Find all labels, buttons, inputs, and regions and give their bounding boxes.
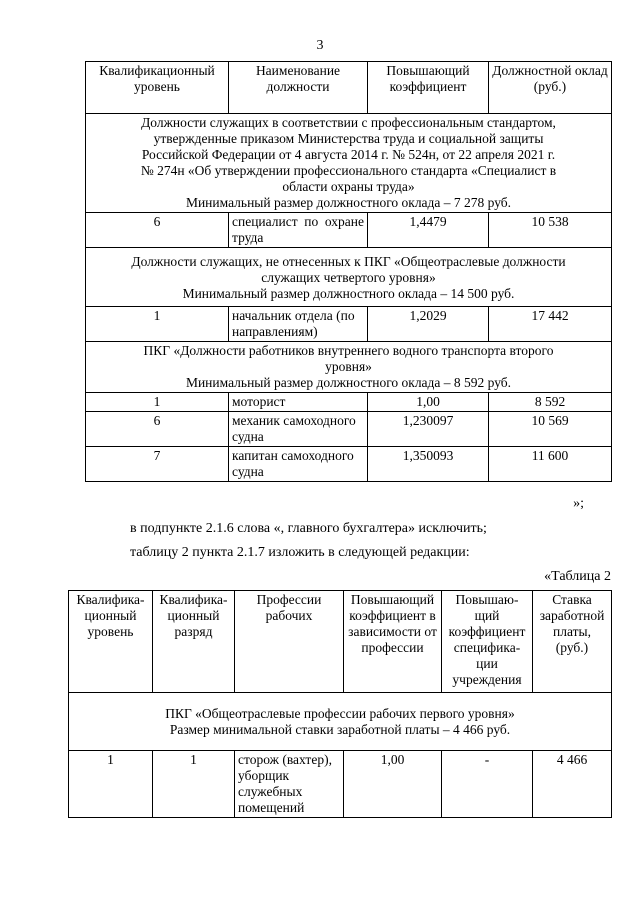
group-min-salary: Минимальный размер должностного оклада – 14 500 руб.	[182, 286, 515, 301]
header-institution-coefficient: Повышаю-щий коэффициент специфика-ции учреждения	[442, 591, 533, 693]
cell-salary: 17 442	[489, 307, 612, 342]
group-title-row	[86, 114, 612, 213]
amendment-paragraph: в подпункте 2.1.6 слова «, главного бухгалтера» исключить;	[130, 521, 487, 536]
cell-coefficient: 1,230097	[368, 412, 489, 447]
group-title-line: утвержденные приказом Министерства труда и социальной защиты	[153, 131, 544, 146]
cell-coefficient: 1,00	[368, 393, 489, 412]
group-title-line: области охраны труда»	[282, 179, 415, 194]
header-position-name: Наименование должности	[229, 62, 368, 114]
table-row	[69, 751, 612, 818]
group-title-line: служащих четвертого уровня»	[261, 270, 436, 285]
workers-wage-table	[68, 590, 612, 818]
table-row	[86, 447, 612, 482]
table-row	[86, 412, 612, 447]
cell-position: специалист по охране труда	[229, 213, 368, 248]
table-row	[86, 307, 612, 342]
cell-level: 1	[86, 307, 229, 342]
group-title-line: ПКГ «Должности работников внутреннего водного транспорта второго	[143, 343, 554, 358]
group-title-line: ПКГ «Общеотраслевые профессии рабочих первого уровня»	[165, 705, 515, 721]
table-row	[86, 393, 612, 412]
cell-coefficient: 1,4479	[368, 213, 489, 248]
header-qualification-level: Квалификационный уровень	[86, 62, 229, 114]
cell-institution-coefficient: -	[442, 751, 533, 818]
header-profession-coefficient: Повышающий коэффициент в зависимости от профессии	[344, 591, 442, 693]
header-official-salary: Должностной оклад (руб.)	[489, 62, 612, 114]
cell-position: капитан самоходного судна	[229, 447, 368, 482]
group-title-line: № 274н «Об утверждении профессионального стандарта «Специалист в	[140, 163, 557, 178]
cell-level: 7	[86, 447, 229, 482]
cell-level: 1	[86, 393, 229, 412]
header-qualification-grade: Квалифика-ционный разряд	[153, 591, 235, 693]
header-worker-professions: Профессии рабочих	[235, 591, 344, 693]
table-row	[86, 213, 612, 248]
positions-salary-table	[85, 61, 612, 482]
group-title-line: Должности служащих в соответствии с профессиональным стандартом,	[141, 115, 556, 130]
table-closing-quote: »;	[573, 496, 584, 511]
table-caption: «Таблица 2	[544, 569, 611, 584]
cell-position: механик самоходного судна	[229, 412, 368, 447]
group-min-salary: Минимальный размер должностного оклада – 7 278 руб.	[185, 195, 512, 210]
page-number: 3	[316, 38, 324, 53]
cell-coefficient: 1,350093	[368, 447, 489, 482]
cell-position: моторист	[229, 393, 368, 412]
cell-level: 6	[86, 213, 229, 248]
group-title-line: Российской Федерации от 4 августа 2014 г. № 524н, от 22 апреля 2021 г.	[141, 147, 556, 162]
cell-salary: 10 538	[489, 213, 612, 248]
group-min-salary: Минимальный размер должностного оклада – 8 592 руб.	[185, 375, 512, 390]
group-title-line: Должности служащих, не отнесенных к ПКГ «Общеотраслевые должности	[131, 254, 566, 269]
cell-level: 6	[86, 412, 229, 447]
cell-profession: сторож (вахтер), уборщик служебных помещений	[235, 751, 344, 818]
group-title-row	[69, 693, 612, 751]
cell-profession-coefficient: 1,00	[344, 751, 442, 818]
group-title	[86, 114, 612, 213]
group-title	[69, 693, 612, 751]
amendment-paragraph: таблицу 2 пункта 2.1.7 изложить в следующей редакции:	[130, 545, 470, 560]
cell-salary: 8 592	[489, 393, 612, 412]
group-min-rate: Размер минимальной ставки заработной платы – 4 466 руб.	[169, 721, 511, 737]
cell-grade: 1	[153, 751, 235, 818]
cell-coefficient: 1,2029	[368, 307, 489, 342]
header-wage-rate: Ставка заработной платы, (руб.)	[533, 591, 612, 693]
table-header-row	[86, 62, 612, 114]
table-header-row	[69, 591, 612, 693]
cell-salary: 10 569	[489, 412, 612, 447]
group-title-row	[86, 248, 612, 307]
cell-position: начальник отдела (по направлениям)	[229, 307, 368, 342]
group-title-line: уровня»	[325, 359, 372, 374]
group-title-row	[86, 342, 612, 393]
group-title	[86, 248, 612, 307]
cell-wage-rate: 4 466	[533, 751, 612, 818]
cell-level: 1	[69, 751, 153, 818]
cell-salary: 11 600	[489, 447, 612, 482]
header-raising-coefficient: Повышающий коэффициент	[368, 62, 489, 114]
header-qualification-level: Квалифика-ционный уровень	[69, 591, 153, 693]
group-title	[86, 342, 612, 393]
